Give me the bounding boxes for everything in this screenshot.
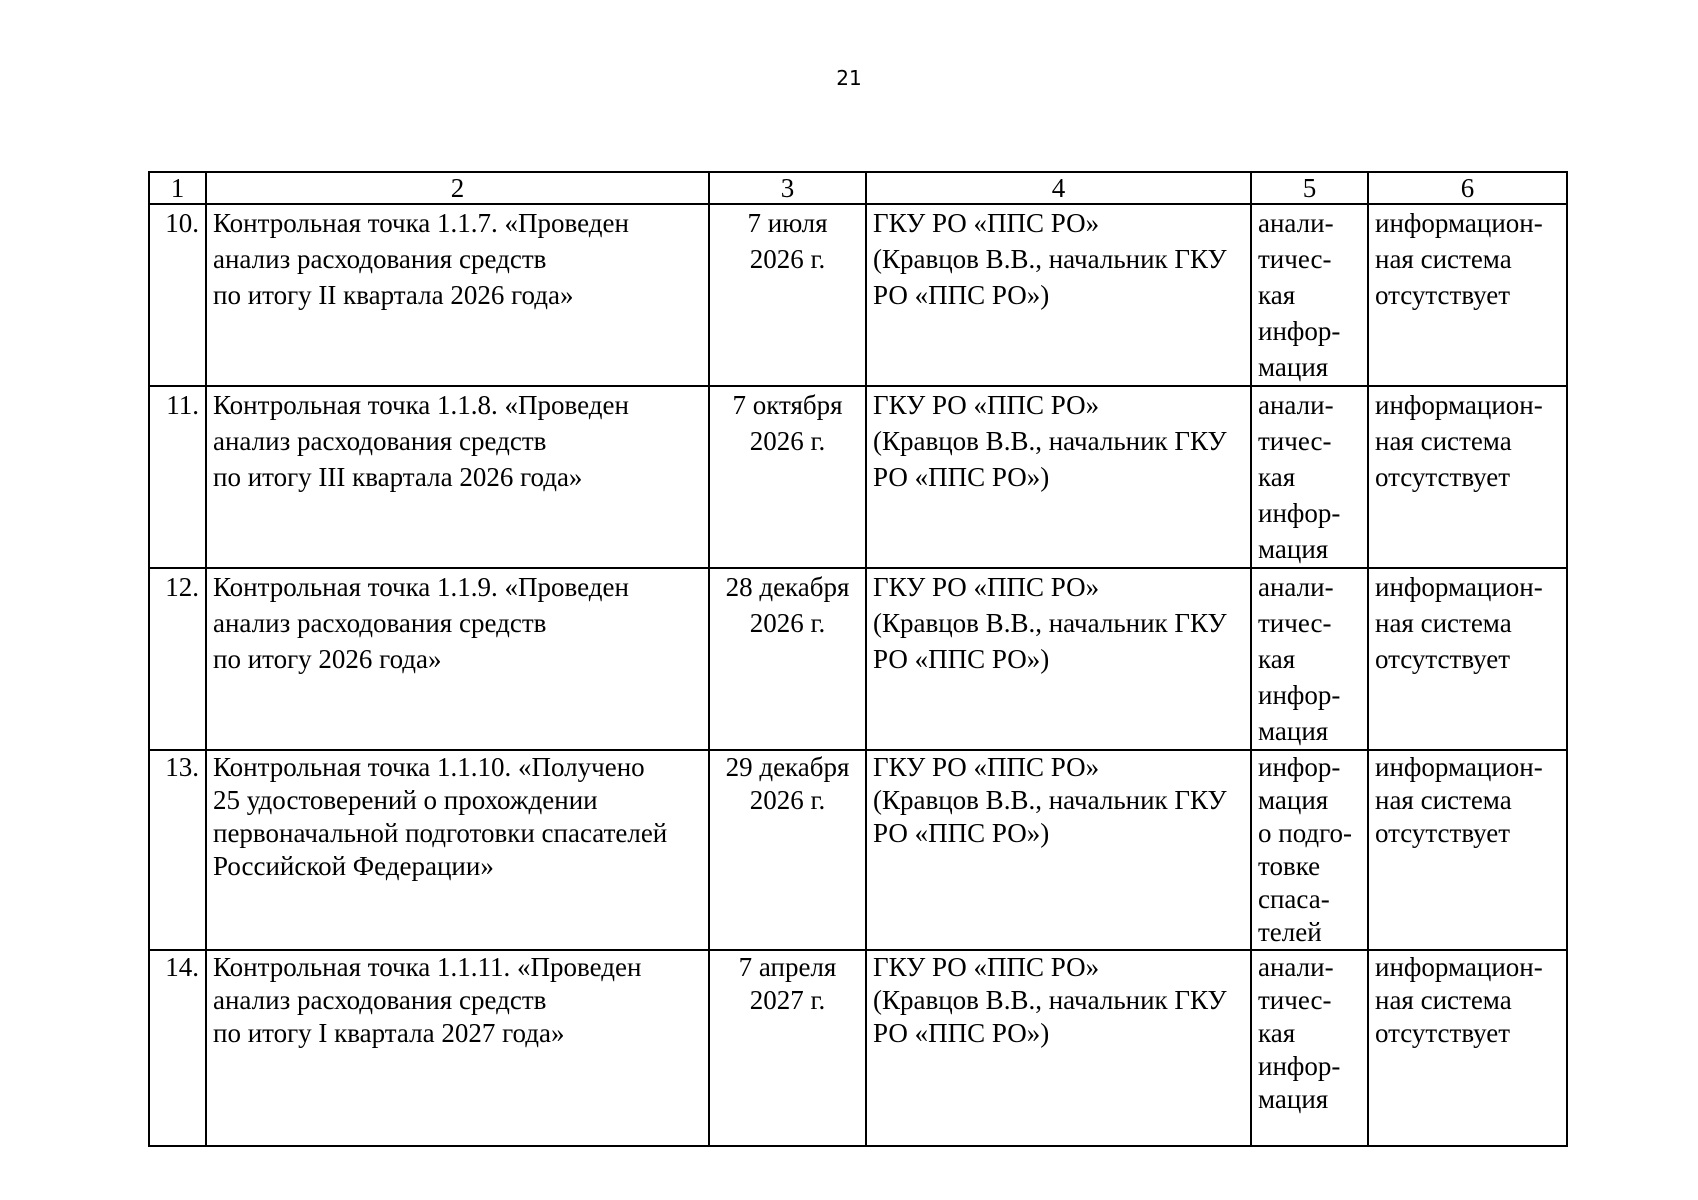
column-number: 3	[709, 172, 866, 204]
information-system: информацион- ная система отсутствует	[1368, 750, 1567, 950]
column-number: 6	[1368, 172, 1567, 204]
column-number: 2	[206, 172, 709, 204]
table-row	[149, 204, 1567, 386]
control-point-title: Контрольная точка 1.1.11. «Проведен анализ расходования средств по итогу I квартала 2027 года»	[206, 950, 709, 1146]
table-row	[149, 568, 1567, 750]
column-number-row	[149, 172, 1567, 204]
control-point-title: Контрольная точка 1.1.10. «Получено 25 удостоверений о прохождении первоначальной подготовки спасателей Российской Федерации»	[206, 750, 709, 950]
document-type: анали- тичес- кая инфор- мация	[1251, 568, 1368, 750]
document-type: инфор- мация о подго- товке спаса- телей	[1251, 750, 1368, 950]
control-point-title: Контрольная точка 1.1.9. «Проведен анализ расходования средств по итогу 2026 года»	[206, 568, 709, 750]
deadline-date: 7 апреля 2027 г.	[709, 950, 866, 1146]
column-number: 5	[1251, 172, 1368, 204]
control-point-title: Контрольная точка 1.1.8. «Проведен анализ расходования средств по итогу III квартала 2026 года»	[206, 386, 709, 568]
responsible-executor: ГКУ РО «ППС РО» (Кравцов В.В., начальник ГКУ РО «ППС РО»)	[866, 568, 1251, 750]
responsible-executor: ГКУ РО «ППС РО» (Кравцов В.В., начальник ГКУ РО «ППС РО»)	[866, 386, 1251, 568]
deadline-date: 28 декабря 2026 г.	[709, 568, 866, 750]
information-system: информацион- ная система отсутствует	[1368, 568, 1567, 750]
row-number: 14.	[149, 950, 206, 1146]
deadline-date: 7 июля 2026 г.	[709, 204, 866, 386]
information-system: информацион- ная система отсутствует	[1368, 950, 1567, 1146]
control-points-table	[148, 171, 1568, 1147]
row-number: 13.	[149, 750, 206, 950]
document-type: анали- тичес- кая инфор- мация	[1251, 386, 1368, 568]
row-number: 10.	[149, 204, 206, 386]
table-row	[149, 386, 1567, 568]
responsible-executor: ГКУ РО «ППС РО» (Кравцов В.В., начальник ГКУ РО «ППС РО»)	[866, 950, 1251, 1146]
row-number: 11.	[149, 386, 206, 568]
deadline-date: 7 октября 2026 г.	[709, 386, 866, 568]
column-number: 1	[149, 172, 206, 204]
document-type: анали- тичес- кая инфор- мация	[1251, 950, 1368, 1146]
page-number: 21	[836, 66, 862, 90]
table-row	[149, 750, 1567, 950]
column-number: 4	[866, 172, 1251, 204]
table-row	[149, 950, 1567, 1146]
deadline-date: 29 декабря 2026 г.	[709, 750, 866, 950]
information-system: информацион- ная система отсутствует	[1368, 386, 1567, 568]
responsible-executor: ГКУ РО «ППС РО» (Кравцов В.В., начальник ГКУ РО «ППС РО»)	[866, 750, 1251, 950]
responsible-executor: ГКУ РО «ППС РО» (Кравцов В.В., начальник ГКУ РО «ППС РО»)	[866, 204, 1251, 386]
row-number: 12.	[149, 568, 206, 750]
control-point-title: Контрольная точка 1.1.7. «Проведен анализ расходования средств по итогу II квартала 2026 года»	[206, 204, 709, 386]
information-system: информацион- ная система отсутствует	[1368, 204, 1567, 386]
document-type: анали- тичес- кая инфор- мация	[1251, 204, 1368, 386]
